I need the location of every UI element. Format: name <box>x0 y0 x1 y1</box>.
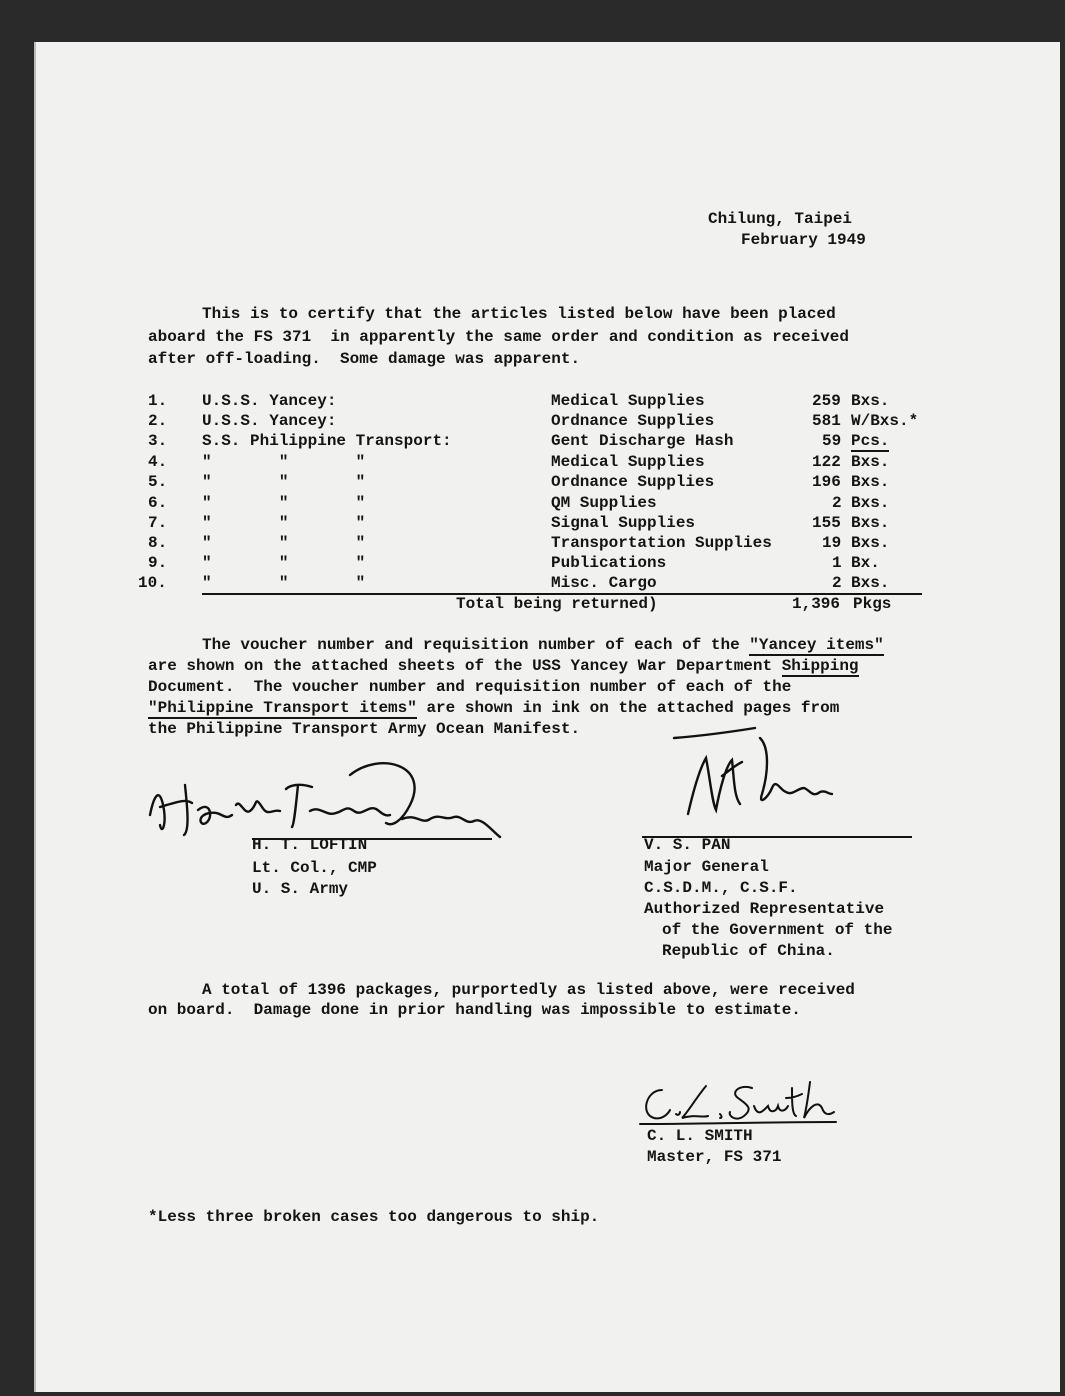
shipping-ref: Shipping <box>781 657 859 675</box>
received-line-1: A total of 1396 packages, purportedly as listed above, were received <box>202 981 855 999</box>
item-source: " " " <box>202 453 366 471</box>
item-desc: Ordnance Supplies <box>551 473 715 491</box>
voucher-text: The voucher number and requisition number of each of the <box>202 636 750 654</box>
item-qty: 122 <box>812 453 841 471</box>
item-desc: Misc. Cargo <box>551 574 657 592</box>
item-source: S.S. Philippine Transport: <box>202 432 452 450</box>
item-desc: Medical Supplies <box>551 392 705 410</box>
pan-rank: Major General <box>644 858 769 876</box>
received-line-2: on board. Damage done in prior handling was impossible to estimate. <box>148 1001 801 1019</box>
pan-role-1: Authorized Representative <box>644 900 885 918</box>
voucher-line-4 <box>148 698 839 718</box>
voucher-line-1 <box>202 635 884 655</box>
item-num: 7. <box>148 514 168 532</box>
item-qty: 581 <box>812 412 841 430</box>
item-unit: Bxs. <box>851 514 890 532</box>
item-qty: 155 <box>812 514 841 532</box>
item-unit: Bx. <box>851 554 880 572</box>
smith-title: Master, FS 371 <box>647 1148 782 1166</box>
loftin-unit: U. S. Army <box>252 880 349 898</box>
item-unit: Bxs. <box>851 494 890 512</box>
item-num: 6. <box>148 494 168 512</box>
item-qty: 2 <box>832 494 842 512</box>
item-num: 4. <box>148 453 168 471</box>
total-label: Total being returned) <box>456 595 658 613</box>
item-qty: 259 <box>812 392 841 410</box>
item-source: " " " <box>202 574 366 592</box>
pan-signature <box>660 718 860 828</box>
item-desc: QM Supplies <box>551 494 657 512</box>
item-desc: Publications <box>551 554 667 572</box>
item-desc: Signal Supplies <box>551 514 696 532</box>
item-num: 10. <box>138 574 167 592</box>
item-qty: 196 <box>812 473 841 491</box>
item-desc: Gent Discharge Hash <box>551 432 734 450</box>
total-unit: Pkgs <box>853 595 892 613</box>
item-unit: Bxs. <box>851 392 890 410</box>
smith-signature <box>636 1078 846 1130</box>
item-num: 2. <box>148 412 168 430</box>
item-qty: 59 <box>822 432 842 450</box>
item-num: 9. <box>148 554 168 572</box>
item-unit: W/Bxs.* <box>851 412 919 430</box>
voucher-line-3: Document. The voucher number and requisition number of each of the <box>148 678 792 696</box>
loftin-rank: Lt. Col., CMP <box>252 859 377 877</box>
item-source: " " " <box>202 534 366 552</box>
pan-name: V. S. PAN <box>644 836 731 854</box>
item-unit: Bxs. <box>851 534 890 552</box>
yancey-items-ref: "Yancey items" <box>749 636 884 654</box>
item-source: U.S.S. Yancey: <box>202 412 337 430</box>
smith-name: C. L. SMITH <box>647 1127 753 1145</box>
item-num: 8. <box>148 534 168 552</box>
item-source: U.S.S. Yancey: <box>202 392 337 410</box>
item-qty: 2 <box>832 574 842 592</box>
item-unit: Pcs. <box>851 432 890 450</box>
place-line: Chilung, Taipei <box>708 210 853 228</box>
pan-role-3: Republic of China. <box>662 942 835 960</box>
footnote: *Less three broken cases too dangerous to ship. <box>148 1208 600 1226</box>
pan-org: C.S.D.M., C.S.F. <box>644 879 798 897</box>
item-qty: 19 <box>822 534 842 552</box>
item-source: " " " <box>202 554 366 572</box>
item-desc: Transportation Supplies <box>551 534 772 552</box>
item-source: " " " <box>202 473 366 491</box>
item-desc: Ordnance Supplies <box>551 412 715 430</box>
date-line: February 1949 <box>741 231 866 249</box>
total-qty: 1,396 <box>792 595 841 613</box>
loftin-name: H. T. LOFTIN <box>252 836 368 854</box>
voucher-line-2 <box>148 656 859 676</box>
item-num: 1. <box>148 392 168 410</box>
voucher-text: are shown in ink on the attached pages from <box>416 699 840 717</box>
item-desc: Medical Supplies <box>551 453 705 471</box>
item-source: " " " <box>202 494 366 512</box>
pan-role-2: of the Government of the <box>662 921 893 939</box>
item-unit: Bxs. <box>851 473 890 491</box>
item-source: " " " <box>202 514 366 532</box>
voucher-text: are shown on the attached sheets of the USS Yancey War Department <box>148 657 782 675</box>
intro-line-1: This is to certify that the articles listed below have been placed <box>202 305 836 323</box>
intro-line-2: aboard the FS 371 in apparently the same order and condition as received <box>148 328 849 346</box>
item-unit: Bxs. <box>851 574 890 592</box>
item-unit: Bxs. <box>851 453 890 471</box>
philippine-items-ref: "Philippine Transport items" <box>148 699 417 717</box>
item-qty: 1 <box>832 554 842 572</box>
item-num: 3. <box>148 432 168 450</box>
voucher-line-5: the Philippine Transport Army Ocean Manifest. <box>148 720 581 738</box>
item-num: 5. <box>148 473 168 491</box>
intro-line-3: after off-loading. Some damage was apparent. <box>148 350 581 368</box>
